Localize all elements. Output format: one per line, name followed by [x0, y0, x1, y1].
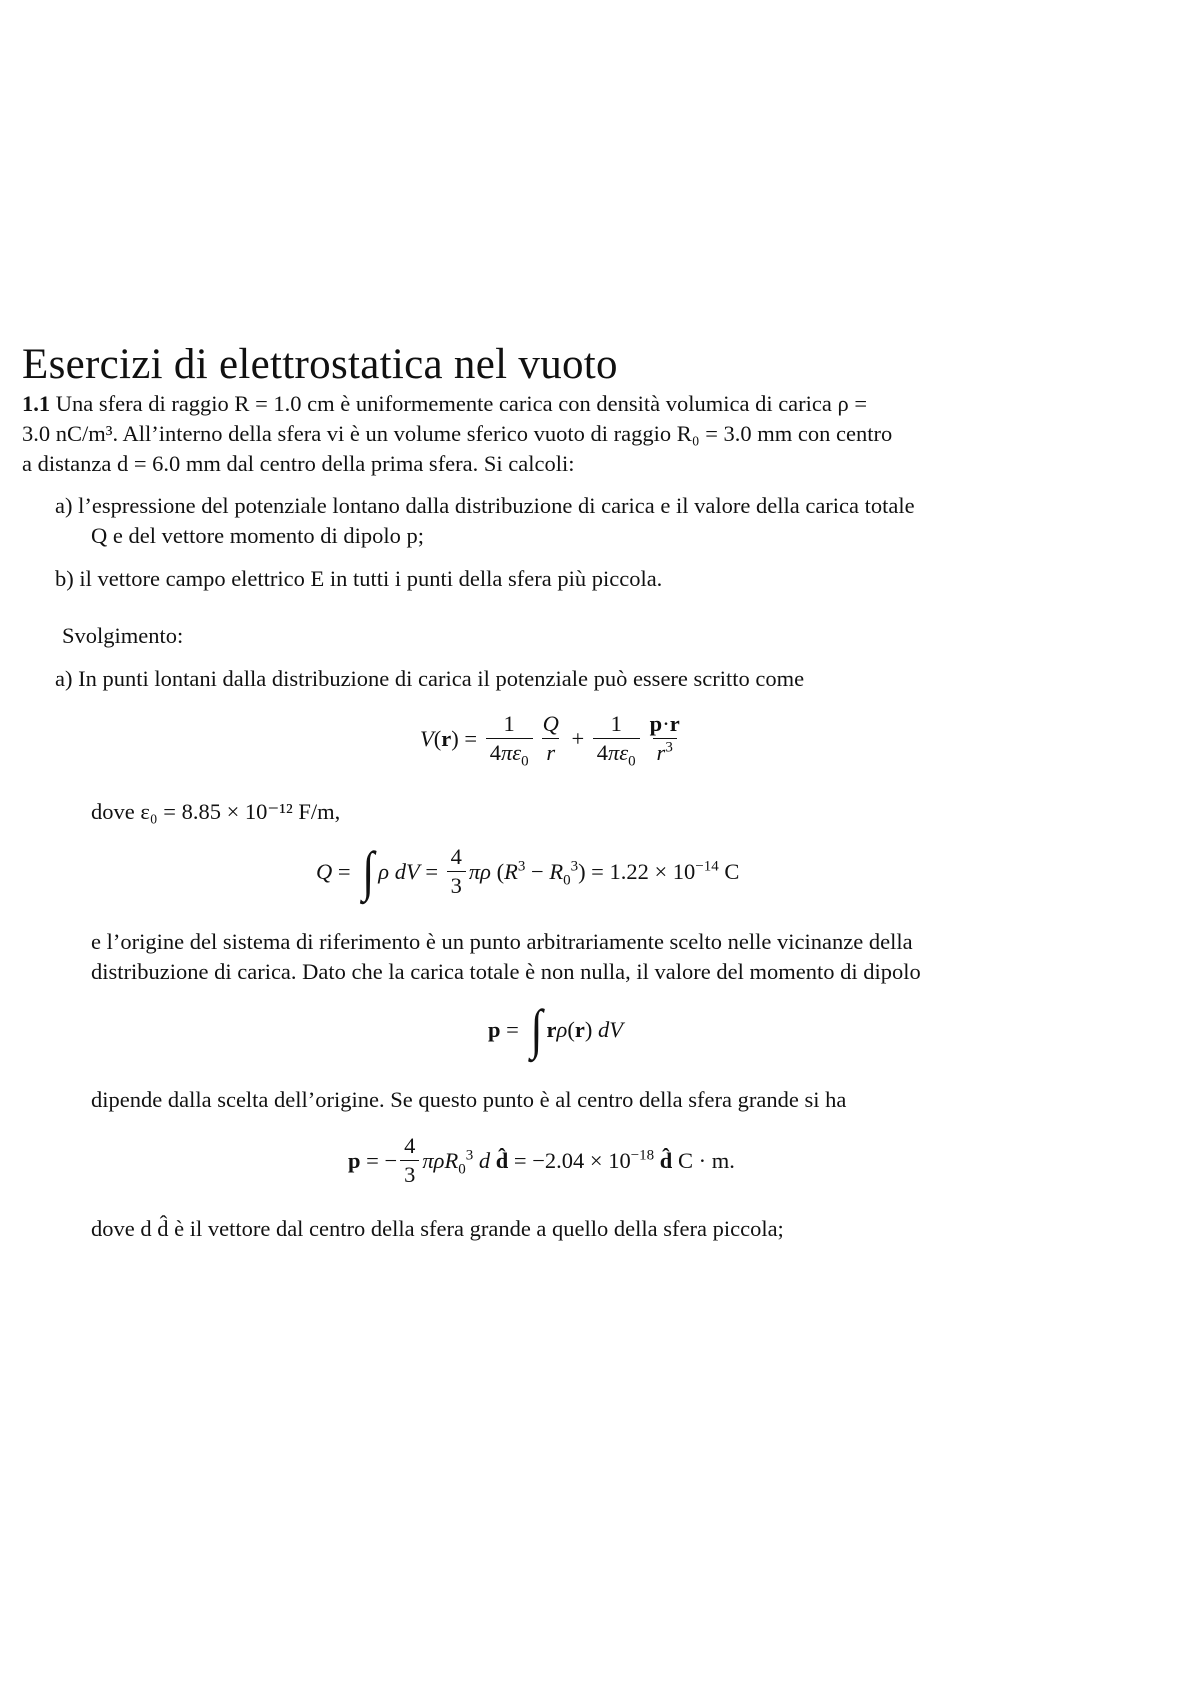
question-a-text-2: Q e del vettore momento di dipolo p; — [91, 523, 425, 548]
problem-number: 1.1 — [22, 391, 51, 416]
depends-line: dipende dalla scelta dell’origine. Se questo punto è al centro della sfera grande si ha — [91, 1087, 847, 1112]
origin-line-1: e l’origine del sistema di riferimento è un punto arbitrariamente scelto nelle vicinanze della — [91, 929, 913, 954]
question-b-text: il vettore campo elettrico E in tutti i punti della sfera più piccola. — [79, 566, 663, 591]
solution-a — [55, 663, 804, 695]
equation-charge: Q = ∫ ρ dV = $\frac{4}{3}$ πρ $(R^3 - R_0^3) = 1.22 \times 10^{-14}$ C — [316, 840, 740, 902]
epsilon-line: dove ε₀ = 8.85 × 10⁻¹² F/m, — [91, 799, 341, 824]
question-b — [55, 563, 662, 595]
solution-a-intro: In punti lontani dalla distribuzione di carica il potenziale può essere scritto come — [78, 666, 805, 691]
question-b-label: b) — [55, 566, 74, 591]
problem-text-3: a distanza d = 6.0 mm dal centro della prima sfera. Si calcoli: — [22, 451, 575, 476]
origin-line-2: distribuzione di carica. Dato che la carica totale è non nulla, il valore del momento di dipolo — [91, 959, 921, 984]
problem-line-1 — [22, 388, 867, 420]
solution-a-label: a) — [55, 666, 73, 691]
last-line: dove d d̂ è il vettore dal centro della sfera grande a quello della sfera piccola; — [91, 1216, 784, 1241]
question-a — [55, 490, 915, 522]
solution-heading: Svolgimento: — [62, 623, 184, 648]
equation-dipole-definition: p = ∫ rρ(r) dV — [488, 998, 623, 1060]
question-a-label: a) — [55, 493, 73, 518]
page-title: Esercizi di elettrostatica nel vuoto — [22, 341, 618, 388]
equation-dipole-value: p = − $\frac{4}{3}$ πρR$_0^3$ d d̂ = $-2.04 \times 10^{-18}$ d̂ C · m. — [348, 1133, 735, 1187]
question-a-text-1: l’espressione del potenziale lontano dalla distribuzione di carica e il valore della carica totale — [78, 493, 915, 518]
problem-text-1: Una sfera di raggio R = 1.0 cm è uniformemente carica con densità volumica di carica ρ = — [55, 391, 868, 416]
equation-potential: V ( r ) = $\frac{1}{4\pi\varepsilon_0}$ $\frac{Q}{r}$ + $\frac{1}{4\pi\varepsilon_0}$ $\frac{p\cdot r}{r^3}$ — [420, 711, 680, 770]
problem-text-2: 3.0 nC/m³. All’interno della sfera vi è un volume sferico vuoto di raggio R₀ = 3.0 mm con centro — [22, 421, 893, 446]
